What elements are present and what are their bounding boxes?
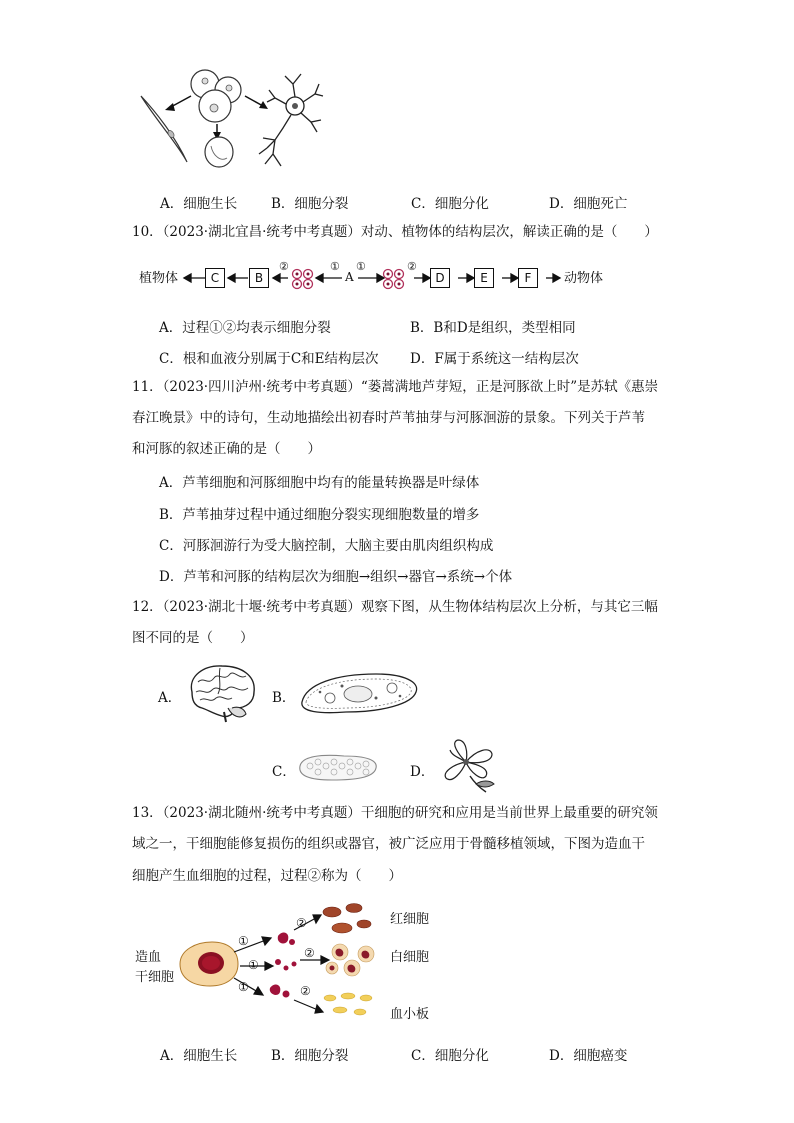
- q11-stem-line-1: 11．（2023·四川泸州·统考中考真题）“蒌蒿满地芦芽短，正是河豚欲上时”是苏轼《惠崇: [132, 379, 659, 395]
- tissue-image[interactable]: [296, 752, 380, 782]
- q10-mark-2-right: ②: [407, 260, 417, 273]
- paramecium-image[interactable]: [296, 668, 424, 718]
- step1-mark-top: ①: [238, 934, 249, 948]
- q10-box-d: D: [430, 268, 450, 288]
- brain-image[interactable]: [184, 662, 258, 722]
- q10-box-c: C: [205, 268, 225, 288]
- q10-mark-1-right: ①: [356, 260, 366, 273]
- step1-mark-bottom: ①: [238, 980, 249, 994]
- q10-option-b[interactable]: B．B和D是组织，类型相同: [410, 320, 576, 336]
- q10-option-a[interactable]: A．过程①②均表示细胞分裂: [159, 320, 331, 336]
- q10-center-a: A: [345, 270, 354, 284]
- q10-box-f: F: [518, 268, 538, 288]
- q13-option-d[interactable]: D．细胞癌变: [549, 1048, 628, 1064]
- q9-option-c[interactable]: C．细胞分化: [411, 196, 489, 212]
- q10-option-c[interactable]: C．根和血液分别属于C和E结构层次: [159, 351, 379, 367]
- q11-stem-line-3: 和河豚的叙述正确的是（ ）: [132, 441, 321, 457]
- q10-cells-left: [291, 268, 315, 290]
- q12-label-a[interactable]: A．: [158, 690, 182, 706]
- q11-option-c[interactable]: C．河豚洄游行为受大脑控制，大脑主要由肌肉组织构成: [159, 538, 494, 554]
- q13-option-a[interactable]: A．细胞生长: [160, 1048, 238, 1064]
- q11-option-a[interactable]: A．芦苇细胞和河豚细胞中均有的能量转换器是叶绿体: [159, 475, 480, 491]
- q12-label-d[interactable]: D．: [410, 764, 435, 780]
- white-blood-cell-label: 白细胞: [390, 950, 430, 965]
- q10-option-d[interactable]: D．F属于系统这一结构层次: [410, 351, 579, 367]
- q10-mark-1-left: ①: [330, 260, 340, 273]
- q12-stem-line-1: 12．（2023·湖北十堰·统考中考真题）观察下图，从生物体结构层次上分析，与其它三幅: [132, 599, 658, 615]
- q12-label-b[interactable]: B．: [272, 690, 296, 706]
- q10-box-e: E: [474, 268, 494, 288]
- q9-option-a[interactable]: A．细胞生长: [160, 196, 238, 212]
- flower-image[interactable]: [436, 736, 500, 794]
- q10-box-b: B: [249, 268, 269, 288]
- q12-label-c[interactable]: C．: [272, 764, 296, 780]
- q13-drawing: [176, 896, 386, 1026]
- q9-cell-diagram: [135, 66, 325, 178]
- q11-stem-line-2: 春江晚景》中的诗句，生动地描绘出初春时芦苇抽芽与河豚洄游的景象。下列关于芦苇: [132, 410, 645, 426]
- q13-option-c[interactable]: C．细胞分化: [411, 1048, 489, 1064]
- step1-mark-middle: ①: [248, 958, 259, 972]
- plant-body-label: 植物体: [139, 271, 179, 286]
- q10-arrows: [180, 268, 560, 292]
- q9-option-d[interactable]: D．细胞死亡: [549, 196, 628, 212]
- source-label-line-2: 干细胞: [135, 970, 175, 985]
- platelet-label: 血小板: [390, 1007, 430, 1022]
- q10-cells-right: [382, 268, 406, 290]
- q13-stem-line-3: 细胞产生血细胞的过程，过程②称为（ ）: [132, 868, 402, 884]
- step2-mark-bottom: ②: [300, 984, 311, 998]
- q10-stem: 10．（2023·湖北宜昌·统考中考真题）对动、植物体的结构层次，解读正确的是（ ）: [132, 224, 658, 240]
- step2-mark-top: ②: [296, 916, 307, 930]
- q11-option-b[interactable]: B．芦苇抽芽过程中通过细胞分裂实现细胞数量的增多: [159, 507, 480, 523]
- q13-option-b[interactable]: B．细胞分裂: [271, 1048, 349, 1064]
- q13-stem-line-2: 域之一，干细胞能修复损伤的组织或器官，被广泛应用于骨髓移植领域，下图为造血干: [132, 836, 645, 852]
- q11-option-d[interactable]: D．芦苇和河豚的结构层次为细胞→组织→器官→系统→个体: [159, 569, 513, 585]
- q10-mark-2-left: ②: [279, 260, 289, 273]
- animal-body-label: 动物体: [564, 271, 604, 286]
- red-blood-cell-label: 红细胞: [390, 912, 430, 927]
- q13-stem-line-1: 13．（2023·湖北随州·统考中考真题）干细胞的研究和应用是当前世界上最重要的研究领: [132, 805, 658, 821]
- q12-stem-line-2: 图不同的是（ ）: [132, 630, 254, 646]
- q9-option-b[interactable]: B．细胞分裂: [271, 196, 349, 212]
- step2-mark-middle: ②: [304, 946, 315, 960]
- source-label-line-1: 造血: [135, 950, 162, 965]
